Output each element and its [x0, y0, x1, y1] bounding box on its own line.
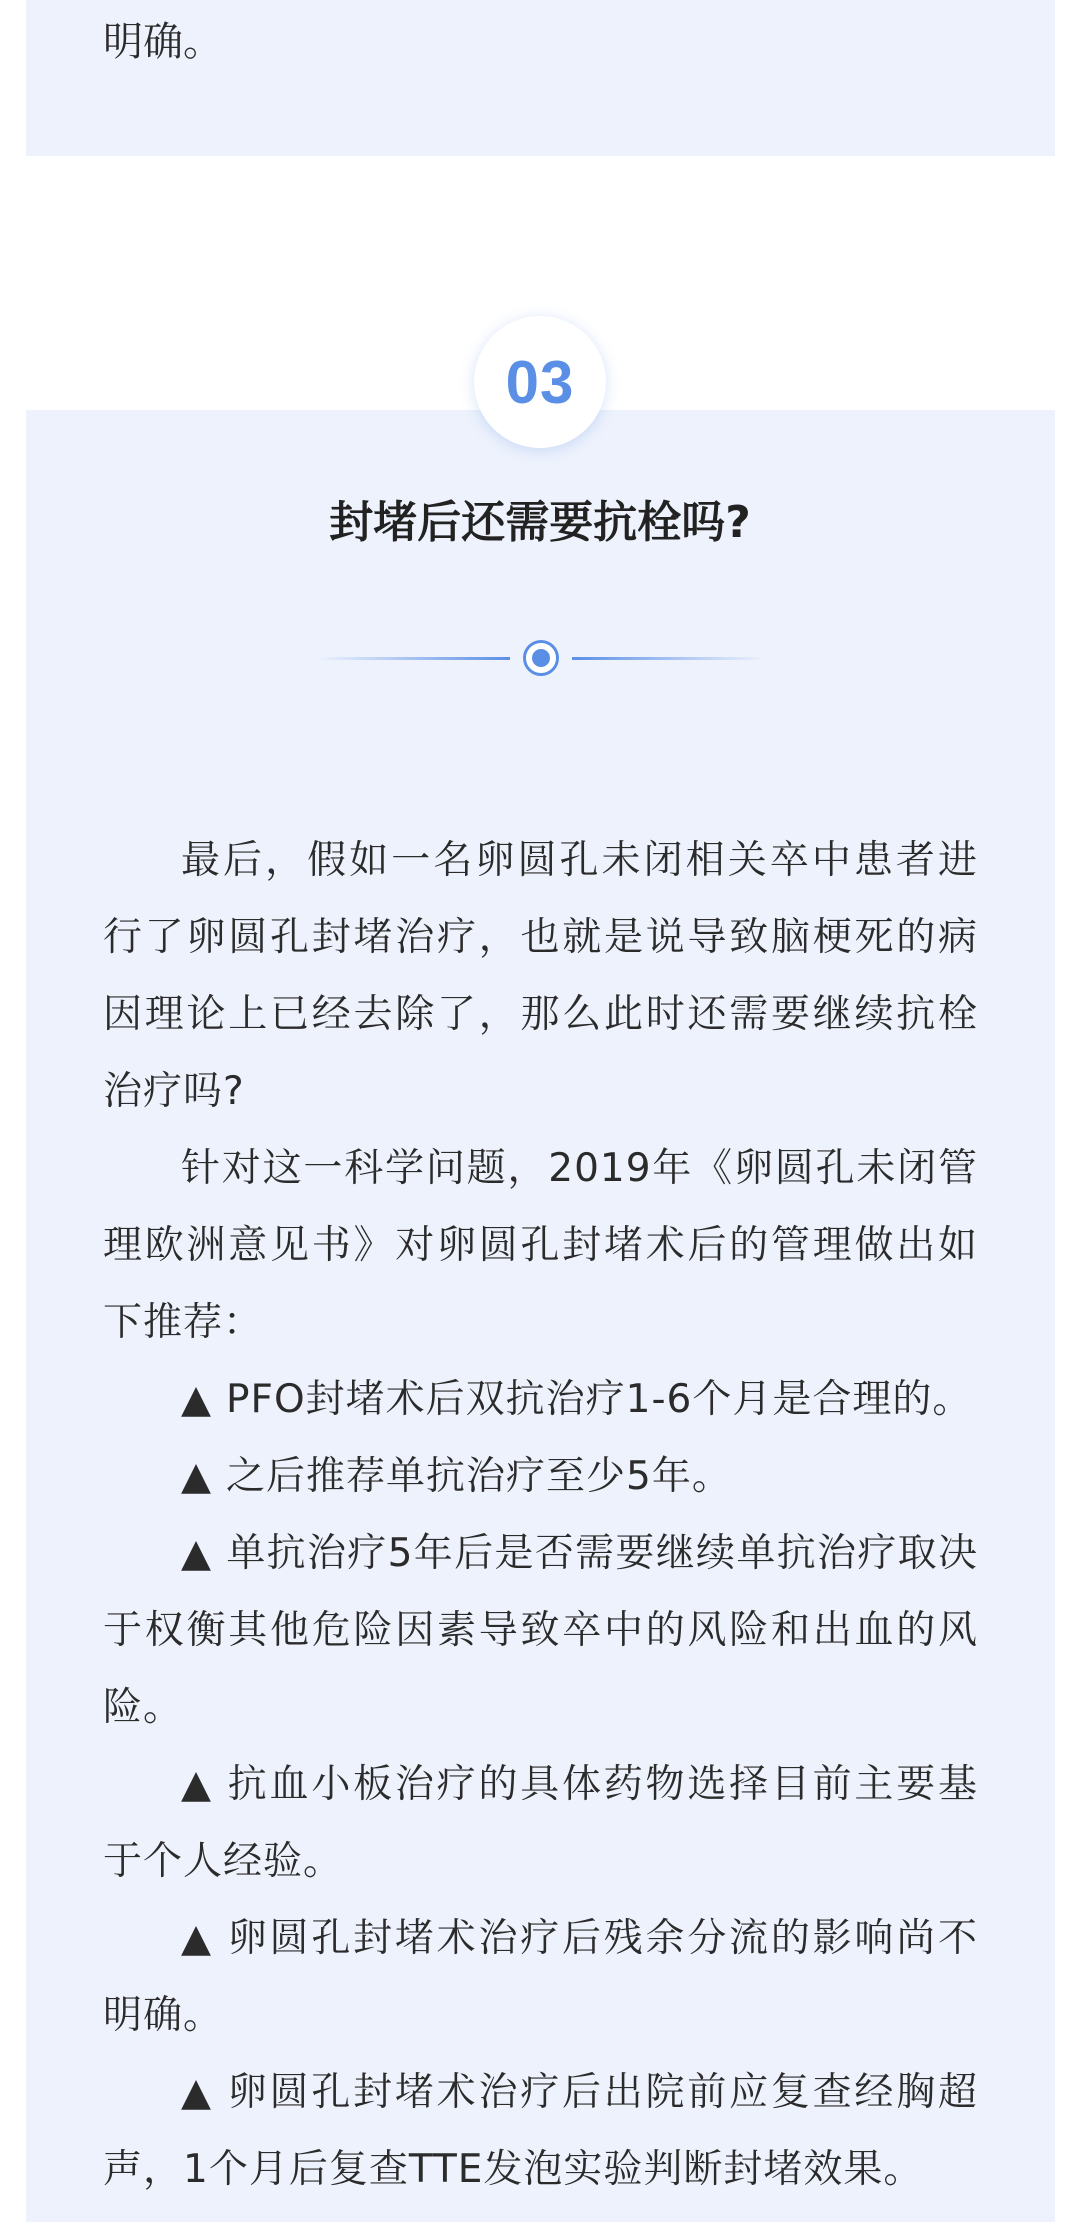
- triangle-bullet-icon: ▲: [181, 1377, 212, 1422]
- section-number: 03: [505, 348, 575, 416]
- section-title: 封堵后还需要抗栓吗?: [329, 497, 751, 548]
- bullet-text: 之后推荐单抗治疗至少5年。: [226, 1454, 732, 1499]
- bullet-text: PFO封堵术后双抗治疗1-6个月是合理的。: [226, 1377, 973, 1422]
- previous-section-tail-text: 明确。: [103, 19, 223, 65]
- bullet-item: [103, 2054, 978, 2208]
- paragraph: 最后，假如一名卵圆孔未闭相关卒中患者进行了卵圆孔封堵治疗，也就是说导致脑梗死的病因理论上已经去除了，那么此时还需要继续抗栓治疗吗?: [103, 838, 978, 1114]
- bullet-item: [103, 1361, 978, 1438]
- divider-dot-icon: [523, 640, 559, 676]
- section-number-badge: [474, 316, 606, 448]
- triangle-bullet-icon: ▲: [181, 1531, 213, 1576]
- bullet-text: 卵圆孔封堵术治疗后出院前应复查经胸超声，1个月后复查TTE发泡实验判断封堵效果。: [103, 2070, 978, 2192]
- paragraph: 针对这一科学问题，2019年《卵圆孔未闭管理欧洲意见书》对卵圆孔封堵术后的管理做出如下推荐：: [103, 1146, 978, 1345]
- previous-section-card: [26, 0, 1055, 156]
- article-body: [103, 822, 978, 2208]
- bullet-text: 单抗治疗5年后是否需要继续单抗治疗取决于权衡其他危险因素导致卒中的风险和出血的风险。: [103, 1531, 978, 1730]
- triangle-bullet-icon: ▲: [181, 1454, 212, 1499]
- bullet-item: [103, 1515, 978, 1746]
- triangle-bullet-icon: ▲: [181, 2070, 214, 2115]
- triangle-bullet-icon: ▲: [181, 1916, 214, 1961]
- bullet-item: [103, 1900, 978, 2054]
- bullet-item: [103, 1746, 978, 1900]
- divider-line-left: [318, 657, 510, 660]
- bullet-text: 卵圆孔封堵术治疗后残余分流的影响尚不明确。: [103, 1916, 978, 2038]
- divider-line-right: [572, 657, 764, 660]
- title-divider: [318, 638, 764, 678]
- bullet-item: [103, 1438, 978, 1515]
- bullet-text: 抗血小板治疗的具体药物选择目前主要基于个人经验。: [103, 1762, 978, 1884]
- triangle-bullet-icon: ▲: [181, 1762, 214, 1807]
